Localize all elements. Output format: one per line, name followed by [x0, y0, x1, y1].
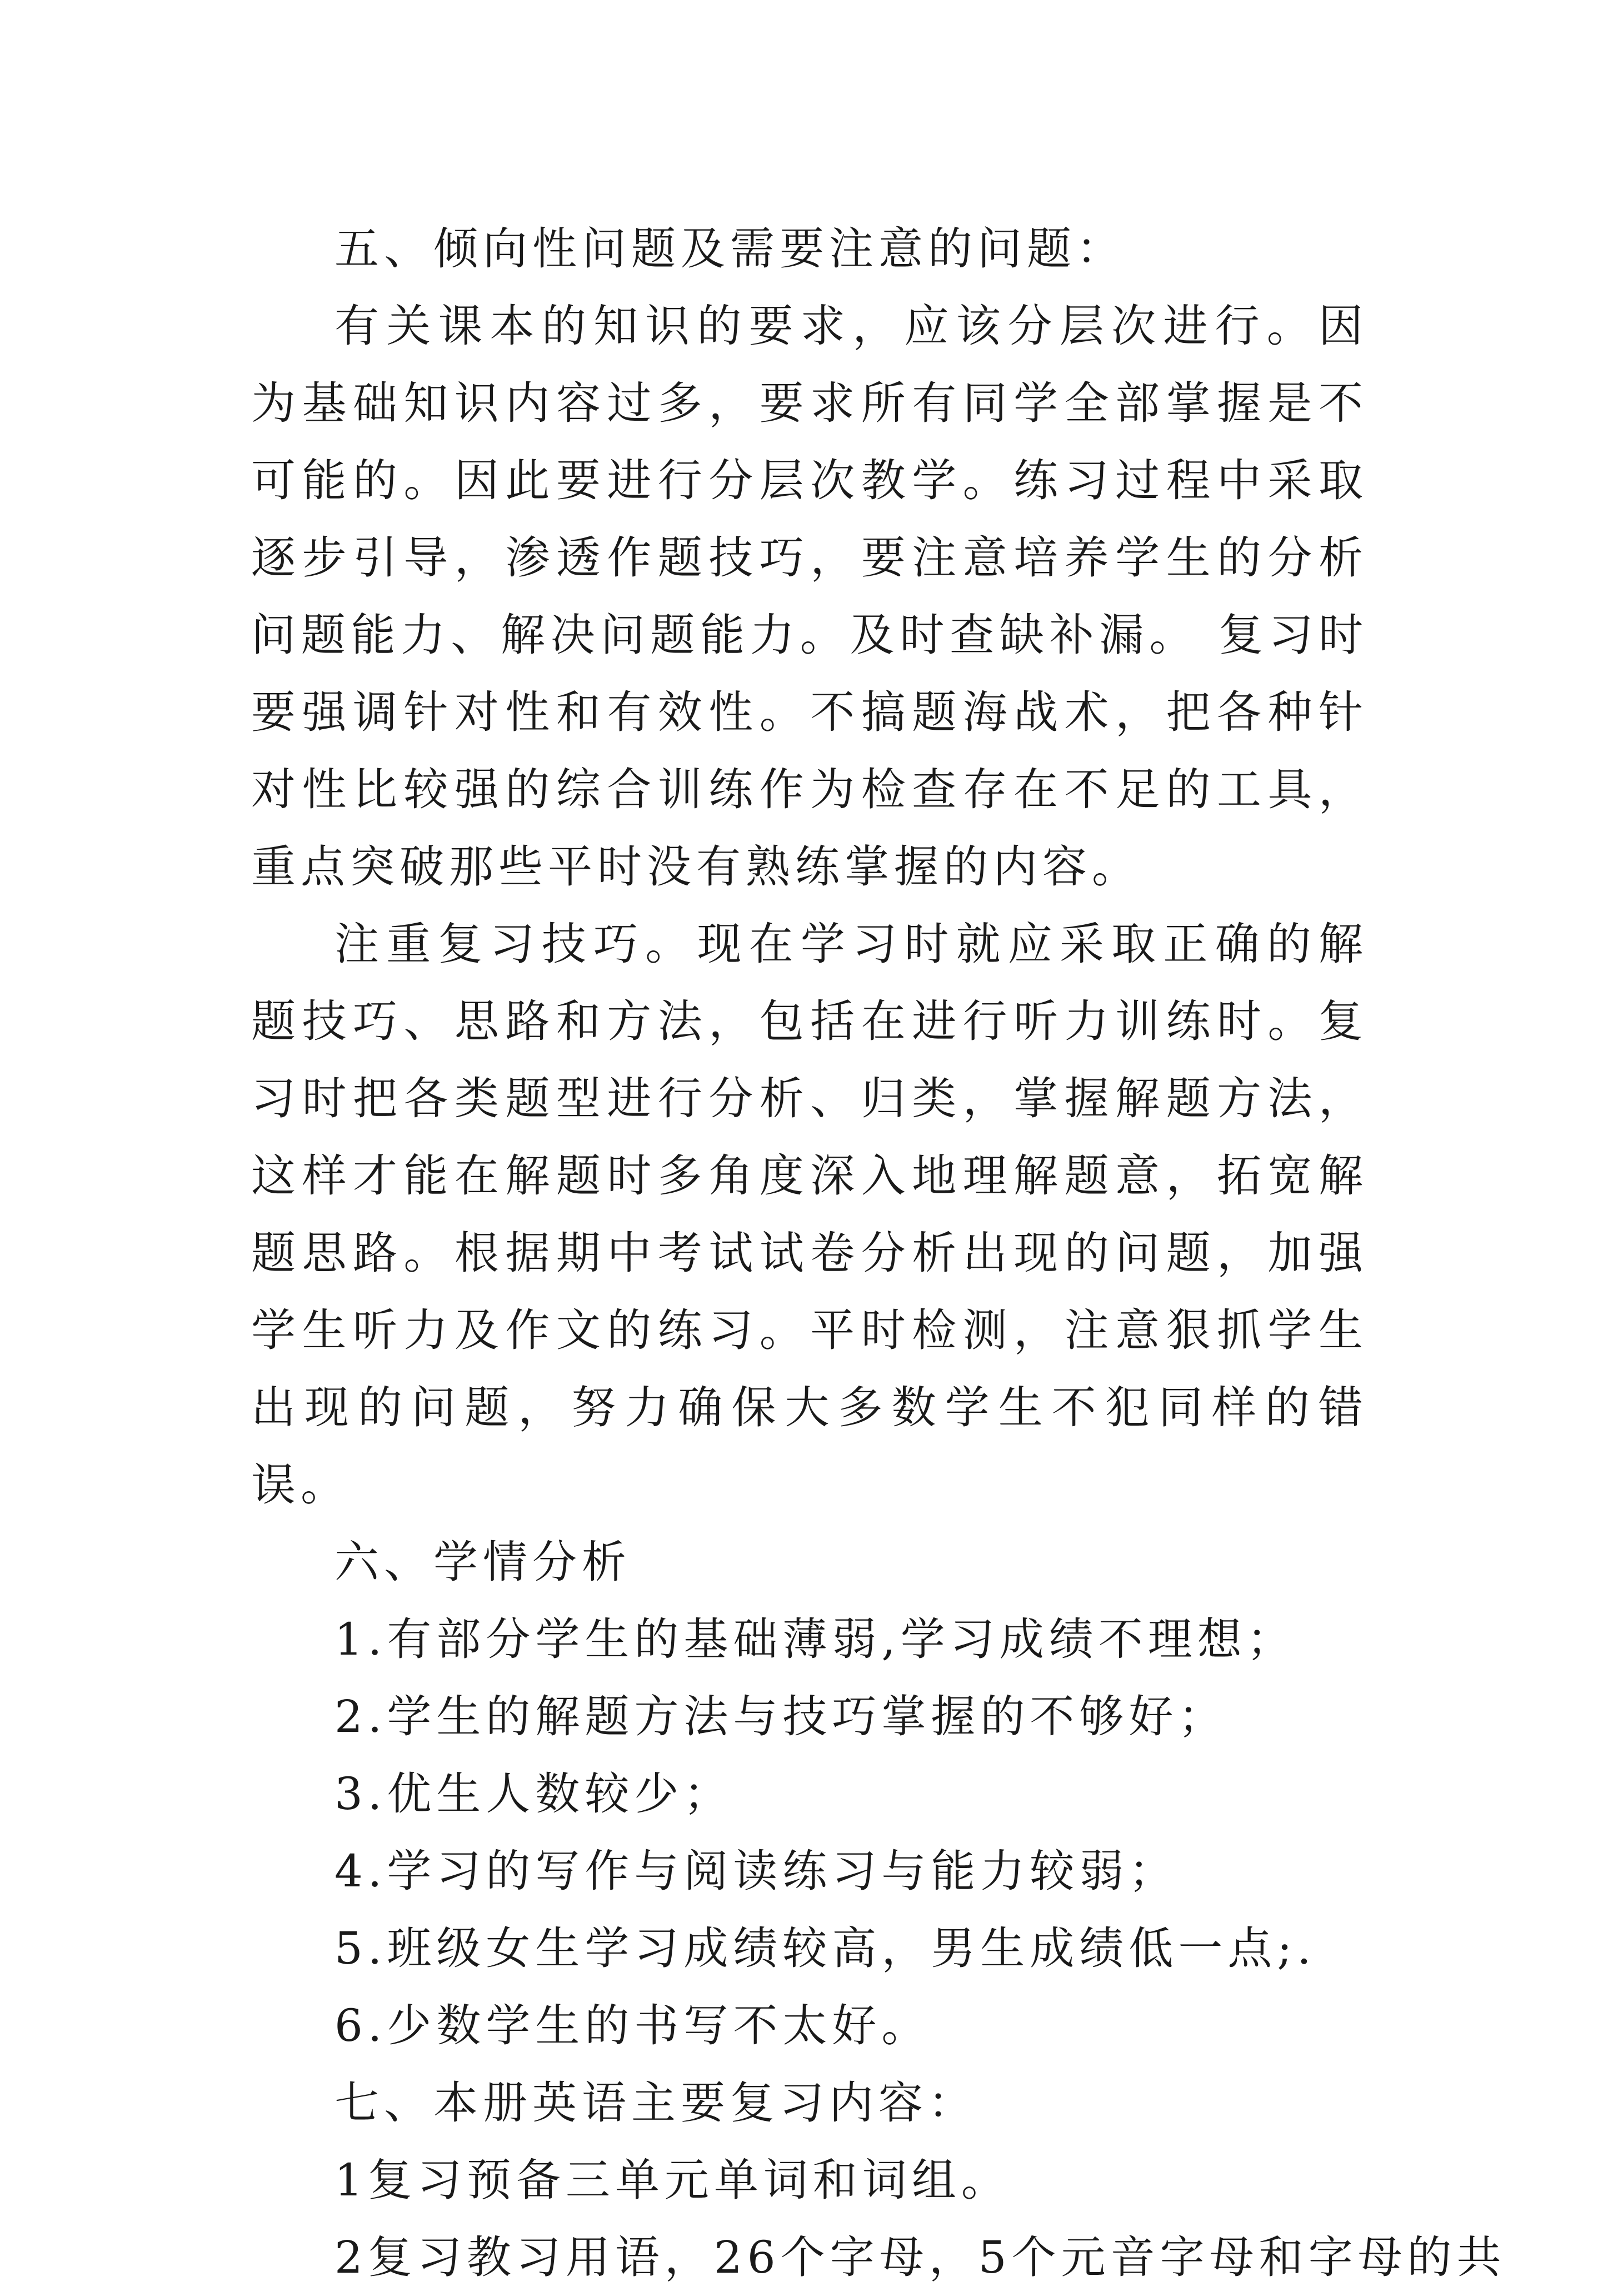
section-6-item-2: 2.学生的解题方法与技巧掌握的不够好； — [334, 1691, 1228, 1742]
section-6-item-6: 6.少数学生的书写不太好。 — [334, 2000, 931, 2051]
section-6-heading: 六、学情分析 — [334, 1536, 631, 1588]
section-7-heading: 七、本册英语主要复习内容： — [334, 2077, 977, 2129]
section-6-item-4: 4.学习的写作与阅读练习与能力较弱； — [334, 1845, 1178, 1897]
section-5-heading: 五、倾向性问题及需要注意的问题： — [334, 223, 1126, 275]
section-6-item-3: 3.优生人数较少； — [334, 1768, 733, 1820]
section-6-item-1: 1.有部分学生的基础薄弱,学习成绩不理想； — [334, 1613, 1296, 1665]
document-body — [251, 210, 1506, 2296]
section-6-item-5: 5.班级女生学习成绩较高，男生成绩低一点;. — [334, 1923, 1316, 1974]
section-7-item-1: 1复习预备三单元单词和词组。 — [334, 2154, 1011, 2206]
section-5-paragraph-2: 注重复习技巧。现在学习时就应采取正确的解题技巧、思路和方法，包括在进行听力训练时。复习时把各类题型进行分析、归类，掌握解题方法，这样才能在解题时多角度深入地理解题意，拓宽解题思路。根据期中考试试卷分析出现的问题，加强学生听力及作文的练习。平时检测，注意狠抓学生出现的问题，努力确保大多数学生不犯同样的错误。 — [251, 918, 1368, 1511]
section-5-paragraph-1: 有关课本的知识的要求，应该分层次进行。因为基础知识内容过多，要求所有同学全部掌握是不可能的。因此要进行分层次教学。练习过程中采取逐步引导，渗透作题技巧，要注意培养学生的分析问题能力、解决问题能力。及时查缺补漏。 复习时要强调针对性和有效性。不搞题海战术，把各种针对性比较强的综合训练作为检查存在不足的工具，重点突破那些平时没有熟练掌握的内容。 — [251, 300, 1368, 893]
section-7-item-2: 2复习教习用语，26个字母，5个元音字母和字母的共 — [334, 2232, 1506, 2283]
